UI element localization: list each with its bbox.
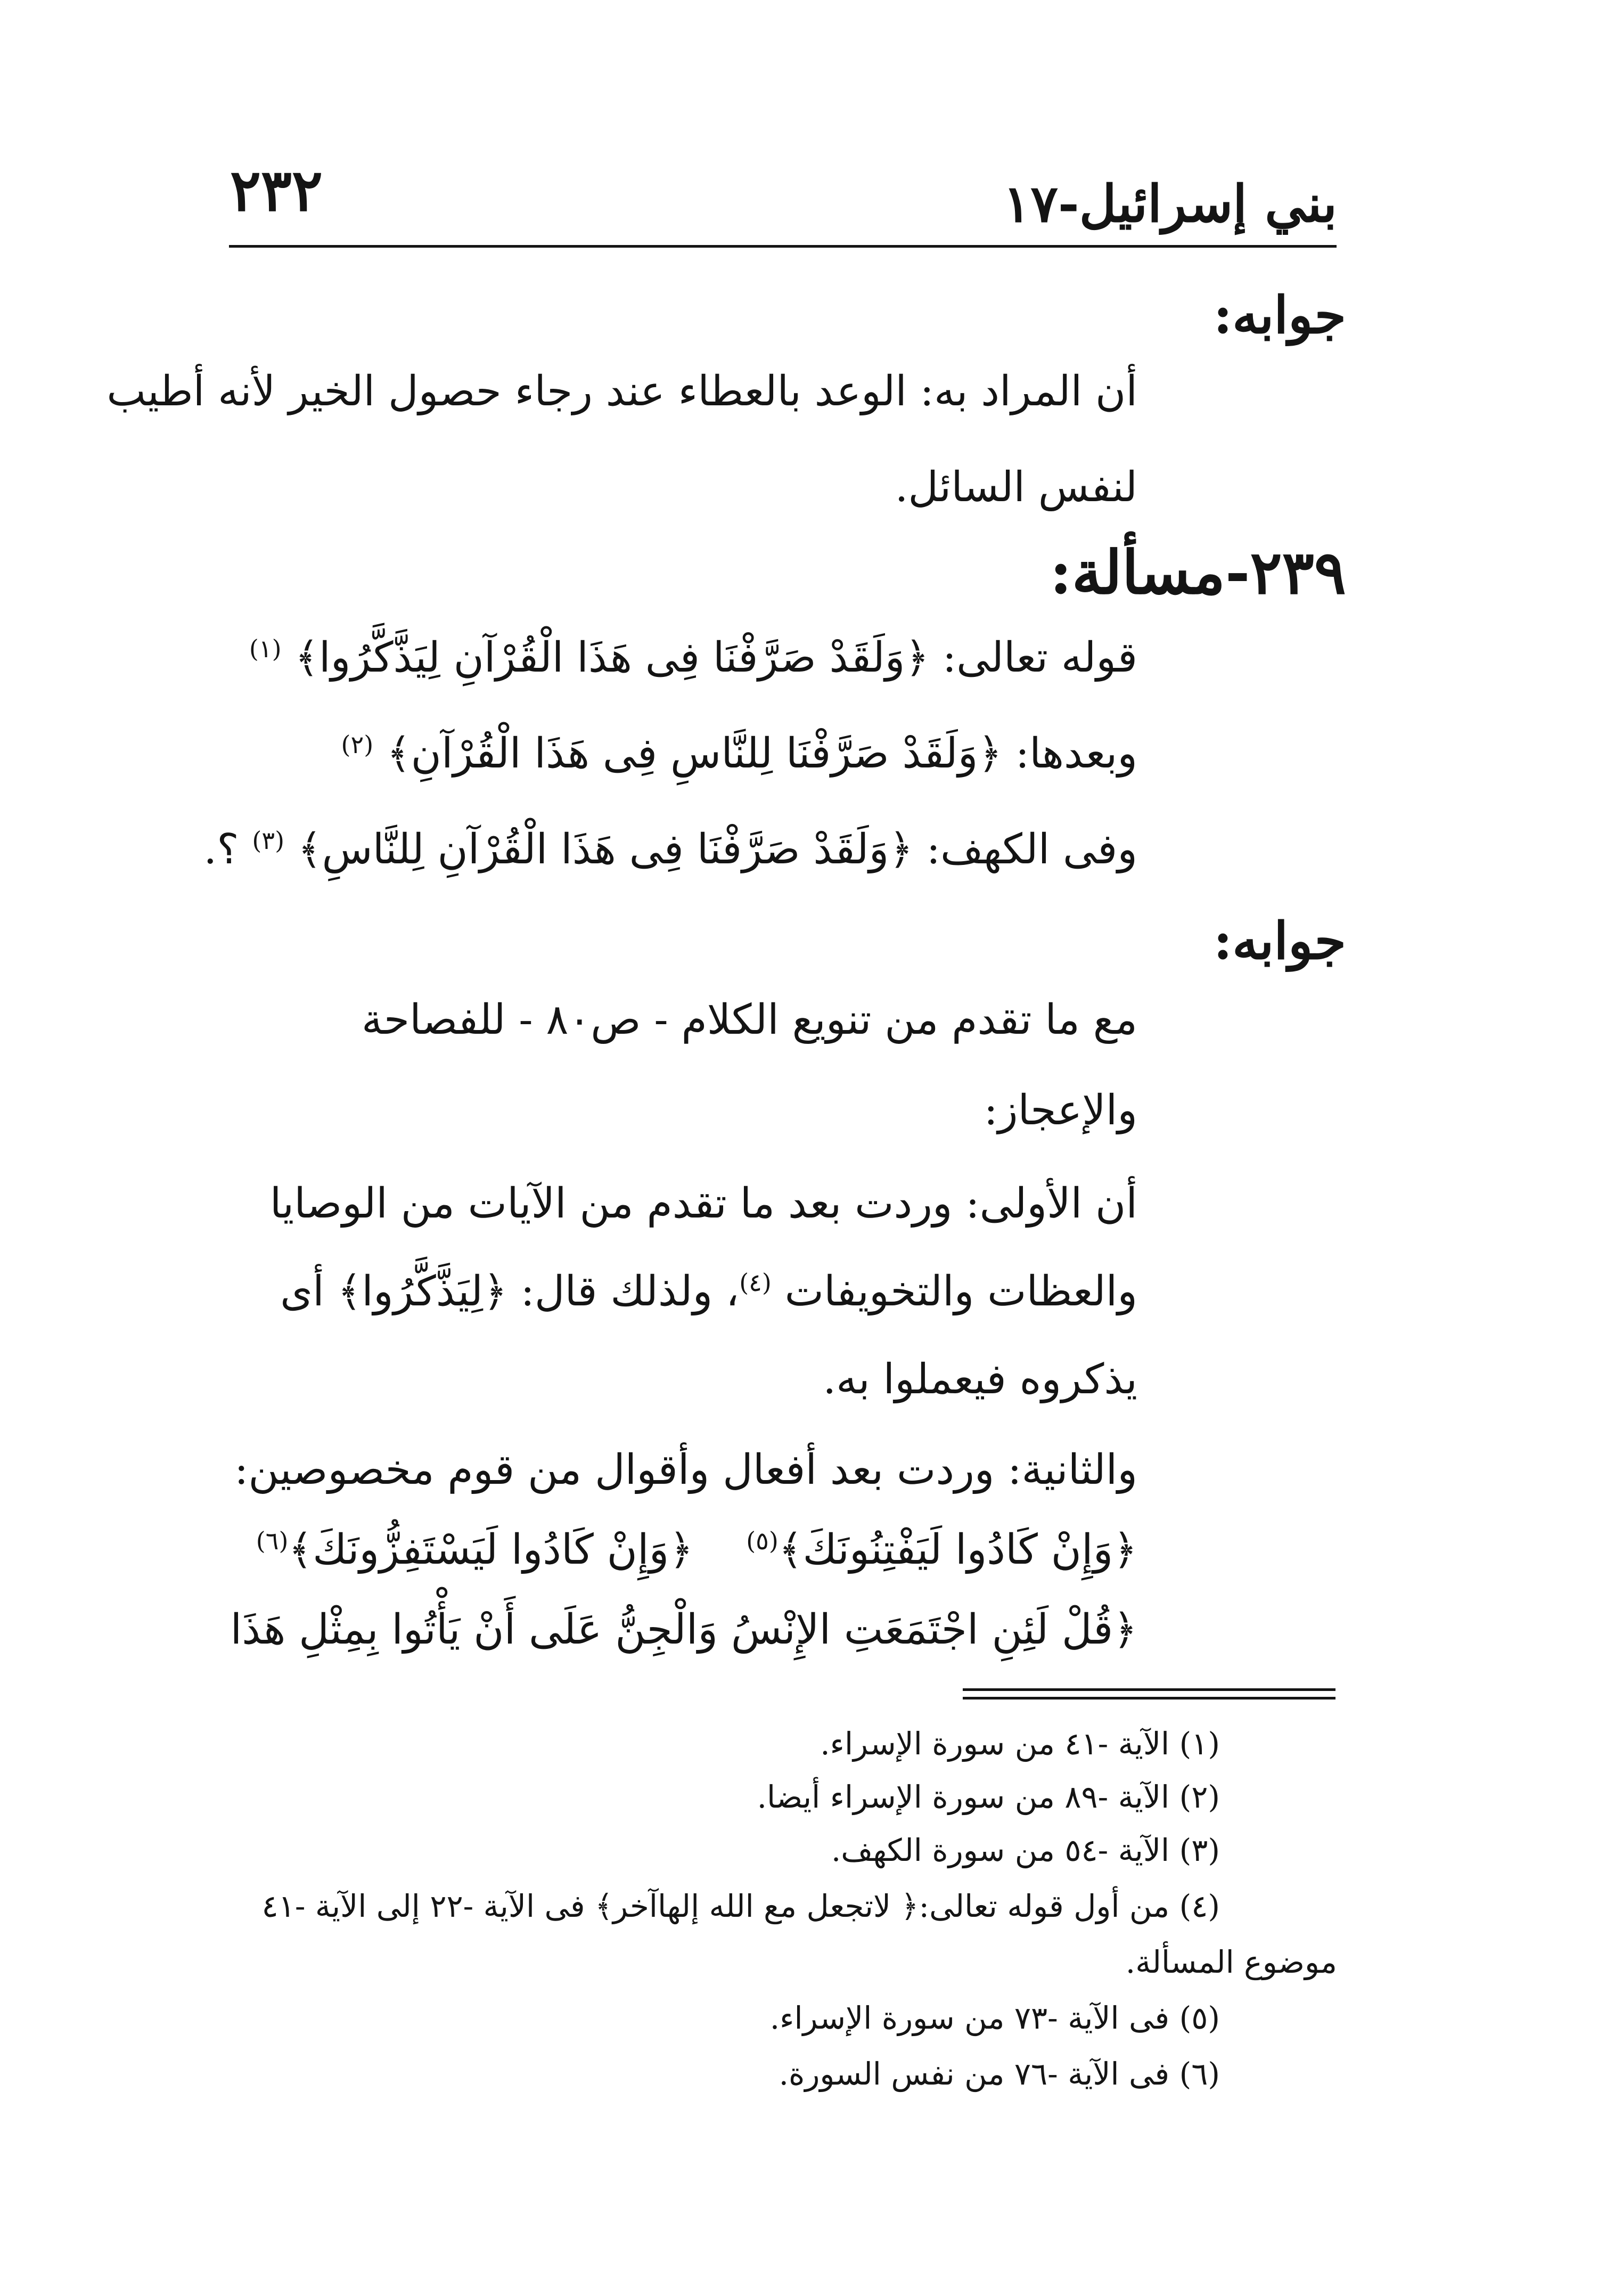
- ornament-open: ﴿: [1113, 1526, 1137, 1574]
- p3-quote-3: قُلْ لَئِنِ اجْتَمَعَتِ الإِنْسُ وَالْجِنُّ عَلَى أَنْ يَأْتُوا بِمِثْلِ هَذَا: [230, 1606, 1113, 1654]
- answer-p3-line2: [256, 1526, 1137, 1574]
- ornament-open: ﴿: [669, 1526, 694, 1574]
- question-heading: ٢٣٩-مسألة:: [1050, 538, 1346, 608]
- verse3-lead: وفى الكهف:: [926, 826, 1137, 873]
- answer-p1-line1: مع ما تقدم من تنويع الكلام - ص٨٠ - للفصاحة: [362, 996, 1137, 1044]
- p3-quote-2: وَإِنْ كَادُوا لَيَسْتَفِزُّونَكَ: [313, 1526, 669, 1574]
- footnote-rule: [963, 1697, 1335, 1699]
- verse1-lead: قوله تعالى:: [942, 634, 1137, 682]
- fn4-text-a: (٤) من أول قوله تعالى:: [919, 1888, 1220, 1924]
- footnote-4: [262, 1888, 1220, 1924]
- footnote-2: (٢) الآية -٨٩ من سورة الإسراء أيضا.: [757, 1779, 1220, 1815]
- answer-p2-line2: [280, 1268, 1137, 1315]
- answer-prev-line1: أن المراد به: الوعد بالعطاء عند رجاء حصول الخير لأنه أطيب: [106, 367, 1137, 415]
- ornament-open: ﴿: [1113, 1606, 1137, 1654]
- verse-line-3: [203, 826, 1137, 873]
- answer-p3-line3: [231, 1606, 1137, 1654]
- ornament-open: ﴿: [900, 1888, 919, 1924]
- p2-text-c: أى: [280, 1268, 324, 1315]
- p3-quote-1: وَإِنْ كَادُوا لَيَفْتِنُونَكَ: [802, 1526, 1113, 1574]
- footnote-ref-2: (٢): [341, 730, 374, 759]
- p2-quote: لِيَذَّكَّرُوا: [362, 1268, 484, 1315]
- footnote-1: (١) الآية -٤١ من سورة الإسراء.: [820, 1726, 1220, 1762]
- footnote-rule: [963, 1688, 1335, 1691]
- answer-p3-line1: والثانية: وردت بعد أفعال وأقوال من قوم مخصوصين:: [234, 1446, 1137, 1494]
- footnote-3: (٣) الآية -٥٤ من سورة الكهف.: [831, 1832, 1220, 1868]
- ornament-open: ﴿: [889, 826, 913, 873]
- page-number: ٢٣٢: [230, 157, 323, 224]
- footnote-6: (٦) فى الآية -٧٦ من نفس السورة.: [779, 2056, 1220, 2092]
- ornament-close: ﴾: [386, 730, 411, 778]
- ornament-close: ﴾: [294, 634, 319, 682]
- footnote-ref-1: (١): [249, 634, 282, 663]
- ornament-close: ﴾: [288, 1526, 313, 1574]
- header-rule: [229, 245, 1337, 248]
- answer-prev-line2: لنفس السائل.: [895, 463, 1137, 511]
- verse-line-1: [249, 634, 1137, 682]
- ornament-close: ﴾: [337, 1268, 362, 1315]
- footnote-5: (٥) فى الآية -٧٣ من سورة الإسراء.: [769, 2000, 1220, 2036]
- verse3-end: ؟.: [203, 826, 239, 873]
- footnote-ref-6: (٦): [256, 1526, 289, 1555]
- verse3-text: وَلَقَدْ صَرَّفْنَا فِى هَذَا الْقُرْآنِ لِلنَّاسِ: [322, 826, 889, 873]
- verse2-text: وَلَقَدْ صَرَّفْنَا لِلنَّاسِ فِى هَذَا الْقُرْآنِ: [411, 730, 978, 778]
- footnote-4-cont: موضوع المسألة.: [1125, 1944, 1337, 1980]
- verse2-lead: وبعدها:: [1015, 730, 1137, 778]
- answer-p2-line1: أن الأولى: وردت بعد ما تقدم من الآيات من الوصايا: [269, 1180, 1137, 1228]
- fn4-quote: لاتجعل مع الله إلهاآخر: [613, 1888, 891, 1924]
- ornament-close: ﴾: [778, 1526, 803, 1574]
- ornament-open: ﴿: [978, 730, 1003, 778]
- ornament-open: ﴿: [905, 634, 930, 682]
- verse1-text: وَلَقَدْ صَرَّفْنَا فِى هَذَا الْقُرْآنِ لِيَذَّكَّرُوا: [319, 634, 905, 682]
- ornament-open: ﴿: [483, 1268, 507, 1315]
- answer-heading: جوابه:: [1213, 911, 1346, 971]
- ornament-close: ﴾: [297, 826, 322, 873]
- p2-text-a: والعظات والتخويفات: [784, 1268, 1137, 1315]
- fn4-text-b: فى الآية -٢٢ إلى الآية -٤١: [261, 1888, 585, 1924]
- footnote-ref-5: (٥): [746, 1526, 779, 1555]
- footnote-ref-4: (٤): [739, 1268, 772, 1297]
- verse-line-2: [341, 730, 1137, 778]
- running-title: بني إسرائيل-١٧: [1003, 174, 1337, 234]
- answer-p2-line3: يذكروه فيعملوا به.: [823, 1355, 1137, 1403]
- answer-heading-prev: جوابه:: [1213, 285, 1346, 345]
- footnote-ref-3: (٣): [252, 826, 285, 855]
- ornament-close: ﴾: [595, 1888, 613, 1924]
- p2-text-b: ، ولذلك قال:: [520, 1268, 740, 1315]
- answer-p1-line2: والإعجاز:: [984, 1086, 1137, 1134]
